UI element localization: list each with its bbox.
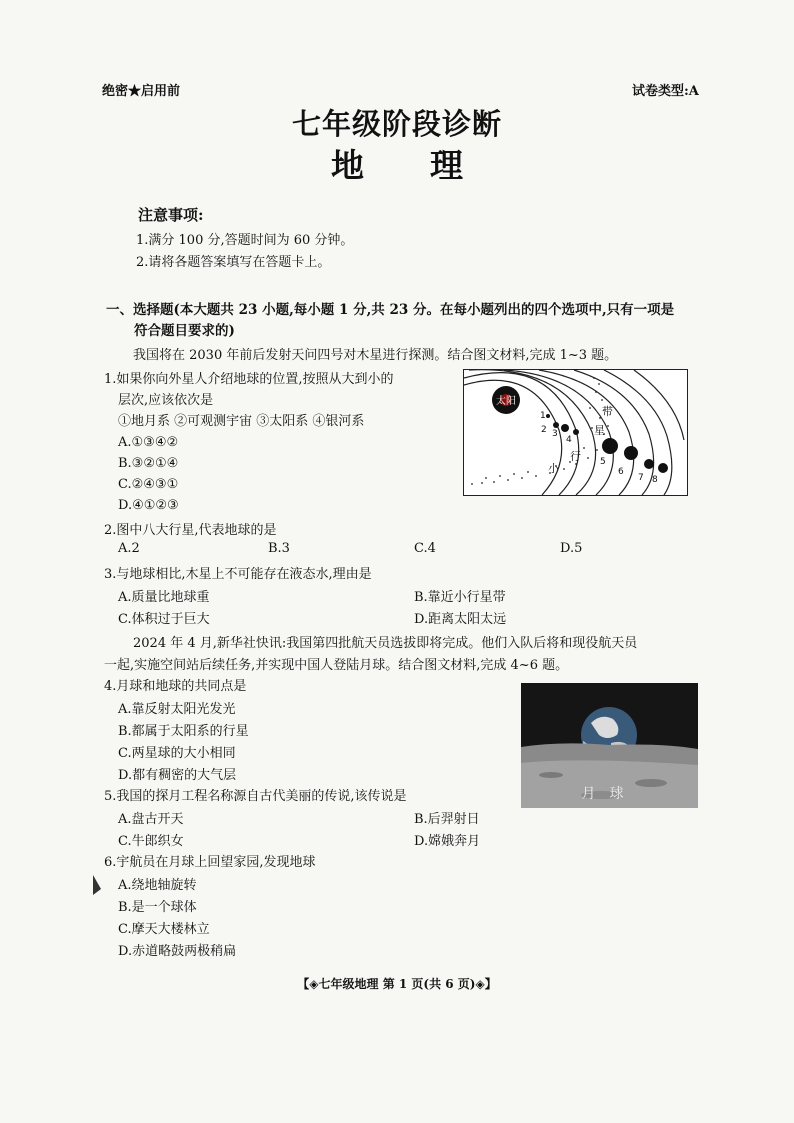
sun-label: 太阳 (496, 396, 516, 407)
subject-title: 地理 (331, 146, 529, 185)
paper-type-label: 试卷类型:A (632, 84, 699, 99)
option-c: C.②④③① (118, 477, 179, 492)
question-stem: 1.如果你向外星人介绍地球的位置,按照从大到小的 (104, 372, 394, 387)
planet-number: 4 (566, 435, 572, 445)
option-c: C.牛郎织女 (118, 834, 184, 849)
option-a: A.绕地轴旋转 (118, 878, 197, 893)
note-item: 1.满分 100 分,答题时间为 60 分钟。 (136, 233, 354, 248)
section-heading-line: 一、选择题(本大题共 23 小题,每小题 1 分,共 23 分。在每小题列出的四个选项中,只有一项是 (106, 302, 675, 318)
option-d: D.④①②③ (118, 498, 179, 513)
scan-mark (93, 875, 101, 895)
belt-label-char: 行 (570, 450, 581, 463)
planet-number: 8 (652, 475, 658, 485)
option-b: B.靠近小行星带 (414, 590, 506, 605)
question-items: ①地月系 ②可观测宇宙 ③太阳系 ④银河系 (118, 414, 365, 429)
question-4-stem: 4.月球和地球的共同点是 (104, 679, 247, 694)
option-a: A.2 (118, 541, 140, 556)
planet-number: 6 (618, 467, 624, 477)
material-intro-2: 2024 年 4 月,新华社快讯:我国第四批航天员选拔即将完成。他们入队后将和现役航天员 (133, 636, 638, 651)
option-d: D.赤道略鼓两极稍扁 (118, 944, 237, 959)
question-1 (104, 369, 464, 516)
option-c: C.4 (414, 541, 436, 556)
secret-label: 绝密★启用前 (102, 84, 181, 99)
option-b: B.是一个球体 (118, 900, 197, 915)
planet-number: 2 (541, 425, 547, 435)
notes-heading: 注意事项: (138, 206, 204, 224)
section-heading-line: 符合题目要求的) (134, 323, 235, 339)
material-intro-1: 我国将在 2030 年前后发射天问四号对木星进行探测。结合图文材料,完成 1~3 题。 (133, 348, 618, 363)
belt-label-char: 小 (548, 462, 559, 475)
belt-label-char: 星 (594, 424, 605, 437)
option-d: D.嫦娥奔月 (414, 834, 481, 849)
planet-number: 3 (552, 429, 558, 439)
option-d: D.距离太阳太远 (414, 612, 507, 627)
option-b: B.3 (268, 541, 290, 556)
option-a: A.质量比地球重 (118, 590, 210, 605)
option-d: D.5 (560, 541, 583, 556)
option-b: B.后羿射日 (414, 812, 480, 827)
material-intro-2: 一起,实施空间站后续任务,并实现中国人登陆月球。结合图文材料,完成 4~6 题。 (104, 658, 569, 673)
note-item: 2.请将各题答案填写在答题卡上。 (136, 255, 331, 270)
belt-label-char: 带 (602, 405, 613, 418)
option-a: A.靠反射太阳光发光 (118, 702, 236, 717)
moon-label: 月球 (581, 786, 638, 802)
option-c: C.两星球的大小相同 (118, 746, 236, 761)
earthrise-photo (521, 683, 698, 808)
planet-number: 7 (638, 473, 644, 483)
planet-number: 5 (600, 457, 606, 467)
section-heading (106, 300, 706, 342)
question-6-stem: 6.宇航员在月球上回望家园,发现地球 (104, 855, 316, 870)
option-b: B.都属于太阳系的行星 (118, 724, 249, 739)
option-d: D.都有稠密的大气层 (118, 768, 237, 783)
exam-title: 七年级阶段诊断 (291, 107, 502, 141)
option-c: C.体积过于巨大 (118, 612, 210, 627)
page-footer: 【◈七年级地理 第 1 页(共 6 页)◈】 (297, 977, 497, 991)
solar-system-diagram (464, 370, 687, 495)
question-stem: 层次,应该依次是 (118, 393, 214, 408)
question-2-stem: 2.图中八大行星,代表地球的是 (104, 523, 277, 538)
solar-system-figure (463, 369, 688, 496)
option-a: A.盘古开天 (118, 812, 184, 827)
option-b: B.③②①④ (118, 456, 179, 471)
planet-number: 1 (540, 411, 546, 421)
option-a: A.①③④② (118, 435, 179, 450)
option-c: C.摩天大楼林立 (118, 922, 210, 937)
question-3-stem: 3.与地球相比,木星上不可能存在液态水,理由是 (104, 567, 372, 582)
question-5-stem: 5.我国的探月工程名称源自古代美丽的传说,该传说是 (104, 789, 407, 804)
